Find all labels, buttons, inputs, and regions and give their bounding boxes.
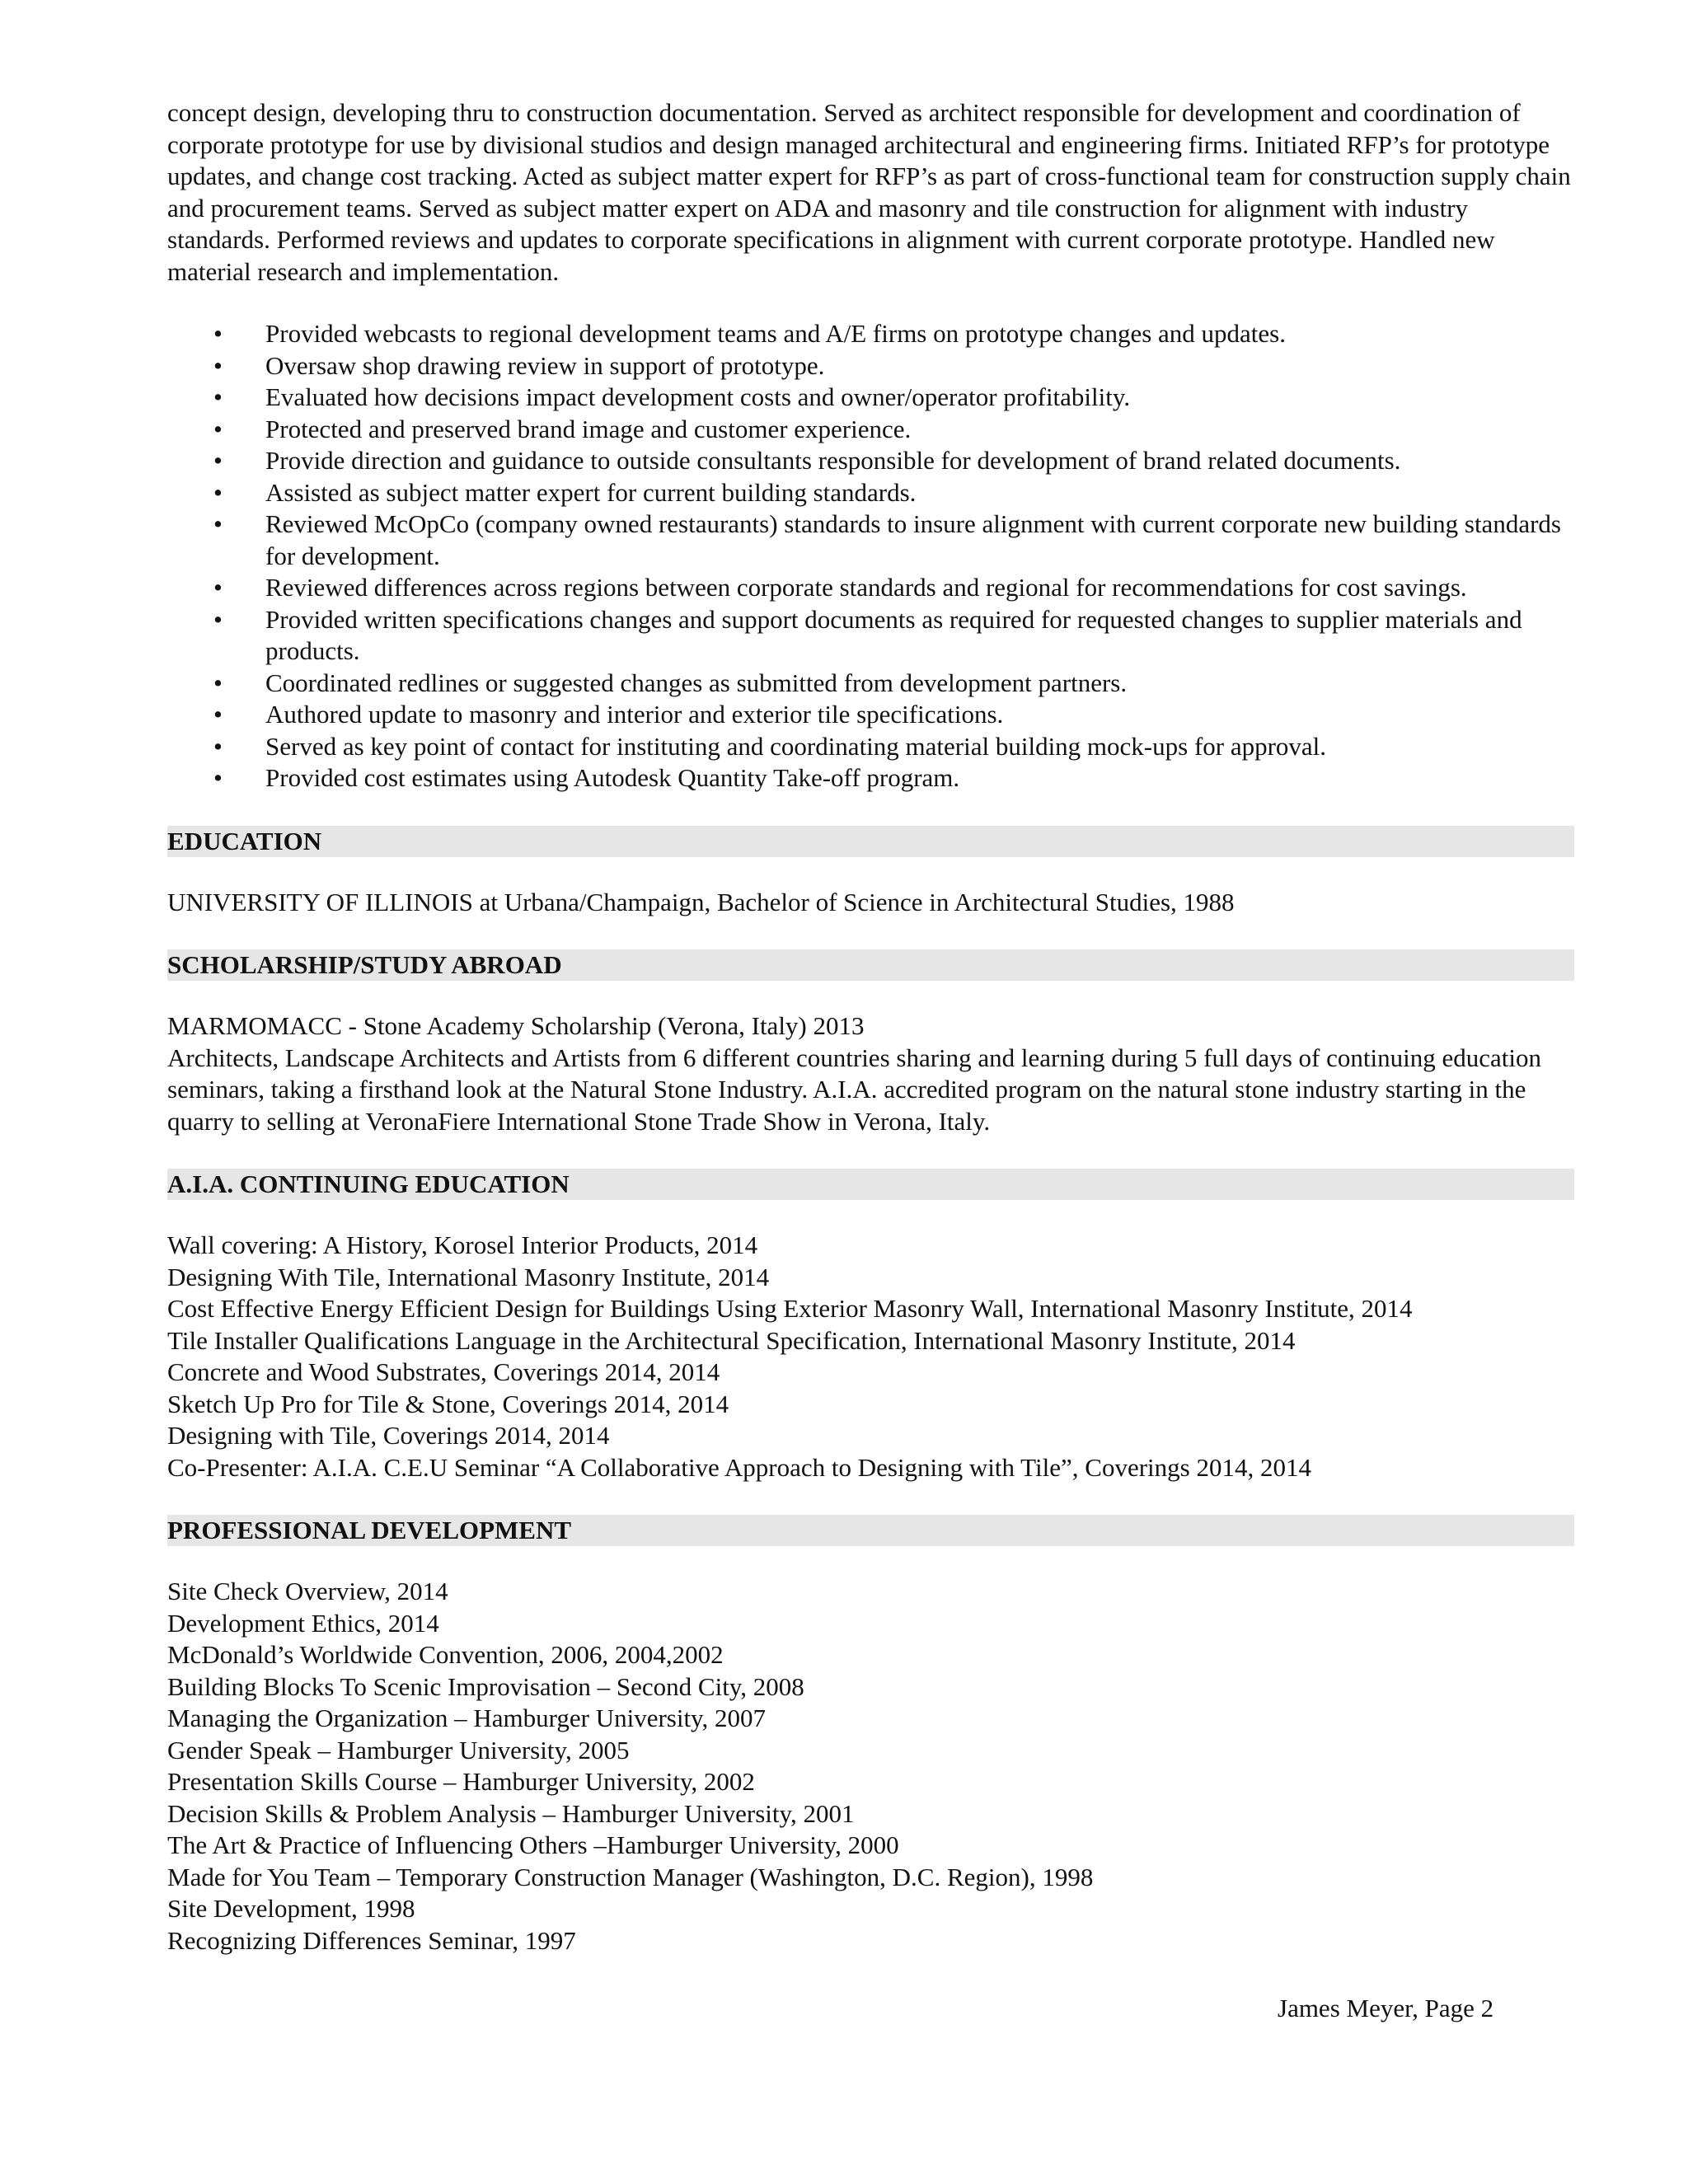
page-footer: James Meyer, Page 2 (1278, 1994, 1494, 2022)
aia-heading: A.I.A. CONTINUING EDUCATION (167, 1169, 1574, 1200)
professional-heading: PROFESSIONAL DEVELOPMENT (167, 1515, 1574, 1546)
list-item: • Oversaw shop drawing review in support of prototype. (167, 350, 1577, 382)
resume-page (167, 97, 1577, 1957)
list-item: Gender Speak – Hamburger University, 2005 (167, 1735, 630, 1765)
list-item: Co-Presenter: A.I.A. C.E.U Seminar “A Collaborative Approach to Designing with Tile”, Coverings 2014, 2014 (167, 1452, 1311, 1482)
list-item: Designing With Tile, International Masonry Institute, 2014 (167, 1262, 770, 1291)
list-item: • Provided written specifications changes and support documents as required for requested changes to supplier materials and products. (167, 604, 1577, 668)
responsibility-list (167, 318, 1577, 794)
list-item: Building Blocks To Scenic Improvisation – Second City, 2008 (167, 1671, 804, 1701)
list-item: • Protected and preserved brand image and customer experience. (167, 414, 1577, 446)
list-item: Development Ethics, 2014 (167, 1608, 439, 1638)
list-item: • Evaluated how decisions impact development costs and owner/operator profitability. (167, 382, 1577, 414)
list-item: Made for You Team – Temporary Construction Manager (Washington, D.C. Region), 1998 (167, 1862, 1094, 1891)
list-item: • Provide direction and guidance to outside consultants responsible for development of brand related documents. (167, 445, 1577, 477)
list-item: • Reviewed McOpCo (company owned restaurants) standards to insure alignment with current corporate new building standards for development. (167, 509, 1577, 572)
list-item: Site Development, 1998 (167, 1894, 415, 1923)
list-item: • Provided webcasts to regional development teams and A/E firms on prototype changes and updates. (167, 318, 1577, 350)
list-item: Managing the Organization – Hamburger University, 2007 (167, 1704, 767, 1732)
list-item: • Authored update to masonry and interior and exterior tile specifications. (167, 699, 1577, 731)
list-item: • Coordinated redlines or suggested changes as submitted from development partners. (167, 668, 1577, 700)
list-item: • Reviewed differences across regions between corporate standards and regional for recommendations for cost savings. (167, 572, 1577, 604)
list-item: • Provided cost estimates using Autodesk Quantity Take-off program. (167, 762, 1577, 794)
list-item: Cost Effective Energy Efficient Design for Buildings Using Exterior Masonry Wall, International Masonry Institute, 2014 (167, 1294, 1413, 1323)
education-line: UNIVERSITY OF ILLINOIS at Urbana/Champaign, Bachelor of Science in Architectural Studies, 1988 (167, 887, 1235, 916)
list-item: Sketch Up Pro for Tile & Stone, Coverings 2014, 2014 (167, 1389, 729, 1418)
scholarship-heading: SCHOLARSHIP/STUDY ABROAD (167, 949, 1574, 981)
list-item: • Served as key point of contact for instituting and coordinating material building mock-ups for approval. (167, 731, 1577, 763)
scholarship-section (167, 1010, 1577, 1137)
education-section (167, 887, 1577, 919)
scholarship-description: Architects, Landscape Architects and Artists from 6 different countries sharing and learning during 5 full days of continuing education seminars, taking a firsthand look at the Natural Stone Industry. A.I.A. accredited program on the natural stone industry starting in the quarry to selling at VeronaFiere International Stone Trade Show in Verona, Italy. (167, 1043, 1541, 1136)
list-item: Recognizing Differences Seminar, 1997 (167, 1925, 576, 1955)
list-item: Designing with Tile, Coverings 2014, 2014 (167, 1421, 610, 1450)
list-item: Site Check Overview, 2014 (167, 1577, 448, 1605)
list-item: • Assisted as subject matter expert for current building standards. (167, 477, 1577, 509)
scholarship-title: MARMOMACC - Stone Academy Scholarship (Verona, Italy) 2013 (167, 1011, 865, 1040)
list-item: Wall covering: A History, Korosel Interior Products, 2014 (167, 1230, 758, 1259)
education-heading: EDUCATION (167, 826, 1574, 857)
aia-section (167, 1230, 1577, 1483)
list-item: Concrete and Wood Substrates, Coverings 2014, 2014 (167, 1357, 720, 1386)
list-item: The Art & Practice of Influencing Others –Hamburger University, 2000 (167, 1830, 899, 1859)
professional-section (167, 1576, 1577, 1957)
intro-paragraph: concept design, developing thru to construction documentation. Served as architect responsible for development and coordination of corporate prototype for use by divisional studios and design managed architectural and engineering firms. Initiated RFP’s for prototype updates, and change cost tracking. Acted as subject matter expert for RFP’s as part of cross-functional team for construction supply chain and procurement teams. Served as subject matter expert on ADA and masonry and tile construction for alignment with industry standards. Performed reviews and updates to corporate specifications in alignment with current corporate prototype. Handled new material research and implementation. (167, 98, 1571, 286)
list-item: Decision Skills & Problem Analysis – Hamburger University, 2001 (167, 1798, 855, 1828)
list-item: Tile Installer Qualifications Language in the Architectural Specification, International Masonry Institute, 2014 (167, 1325, 1296, 1355)
list-item: Presentation Skills Course – Hamburger University, 2002 (167, 1767, 755, 1796)
list-item: McDonald’s Worldwide Convention, 2006, 2004,2002 (167, 1640, 724, 1669)
